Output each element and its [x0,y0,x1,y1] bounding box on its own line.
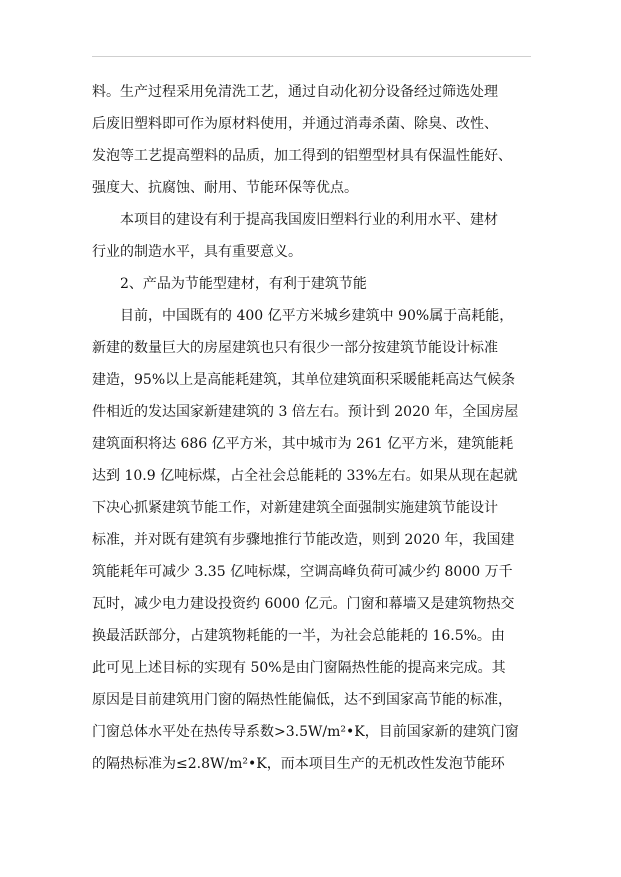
text-line: 的隔热标准为≤2.8W/m²•K，而本项目生产的无机改性发泡节能环 [92,756,505,772]
text-line: 目前，中国既有的 400 亿平方米城乡建筑中 90%属于高耗能， [120,308,514,324]
section-heading [92,268,528,300]
header-rule [92,56,531,57]
text-line: 后废旧塑料即可作为原材料使用，并通过消毒杀菌、除臭、改性、 [92,116,498,132]
text-line: 换最活跃部分，占建筑物耗能的一半，为社会总能耗的 16.5%。由 [92,628,505,644]
text-line: 标准，并对既有建筑有步骤地推行节能改造，则到 2020 年，我国建 [92,532,515,548]
text-line: 瓦时，减少电力建设投资约 6000 亿元。门窗和幕墙又是建筑物热交 [92,596,515,612]
text-line: 此可见上述目标的实现有 50%是由门窗隔热性能的提高来完成。其 [92,660,506,676]
text-line: 发泡等工艺提高塑料的品质，加工得到的铝塑型材具有保温性能好、 [92,148,512,164]
paragraph-1 [92,76,528,204]
text-line: 料。生产过程采用免清洗工艺，通过自动化初分设备经过筛选处理 [92,84,498,100]
text-line: 达到 10.9 亿吨标煤，占全社会总能耗的 33%左右。如果从现在起就 [92,468,518,484]
body-text [92,76,528,780]
text-line: 下决心抓紧建筑节能工作，对新建建筑全面强制实施建筑节能设计 [92,500,498,516]
text-line: 门窗总体水平处在热传导系数>3.5W/m²•K，目前国家新的建筑门窗 [92,724,519,740]
text-line: 本项目的建设有利于提高我国废旧塑料行业的利用水平、建材 [120,212,498,228]
paragraph-3 [92,300,528,780]
paragraph-2 [92,204,528,268]
text-line: 建造，95%以上是高能耗建筑，其单位建筑面积采暖能耗高达气候条 [92,372,516,388]
text-line: 建筑面积将达 686 亿平方米，其中城市为 261 亿平方米，建筑能耗 [92,436,514,452]
text-line: 强度大、抗腐蚀、耐用、节能环保等优点。 [92,180,358,196]
heading-line: 2、产品为节能型建材，有利于建筑节能 [120,276,367,292]
text-line: 新建的数量巨大的房屋建筑也只有很少一部分按建筑节能设计标准 [92,340,498,356]
text-line: 原因是目前建筑用门窗的隔热性能偏低，达不到国家高节能的标准， [92,692,512,708]
text-line: 行业的制造水平，具有重要意义。 [92,244,302,260]
text-line: 筑能耗年可减少 3.35 亿吨标煤，空调高峰负荷可减少约 8000 万千 [92,564,513,580]
text-line: 件相近的发达国家新建建筑的 3 倍左右。预计到 2020 年，全国房屋 [92,404,519,420]
